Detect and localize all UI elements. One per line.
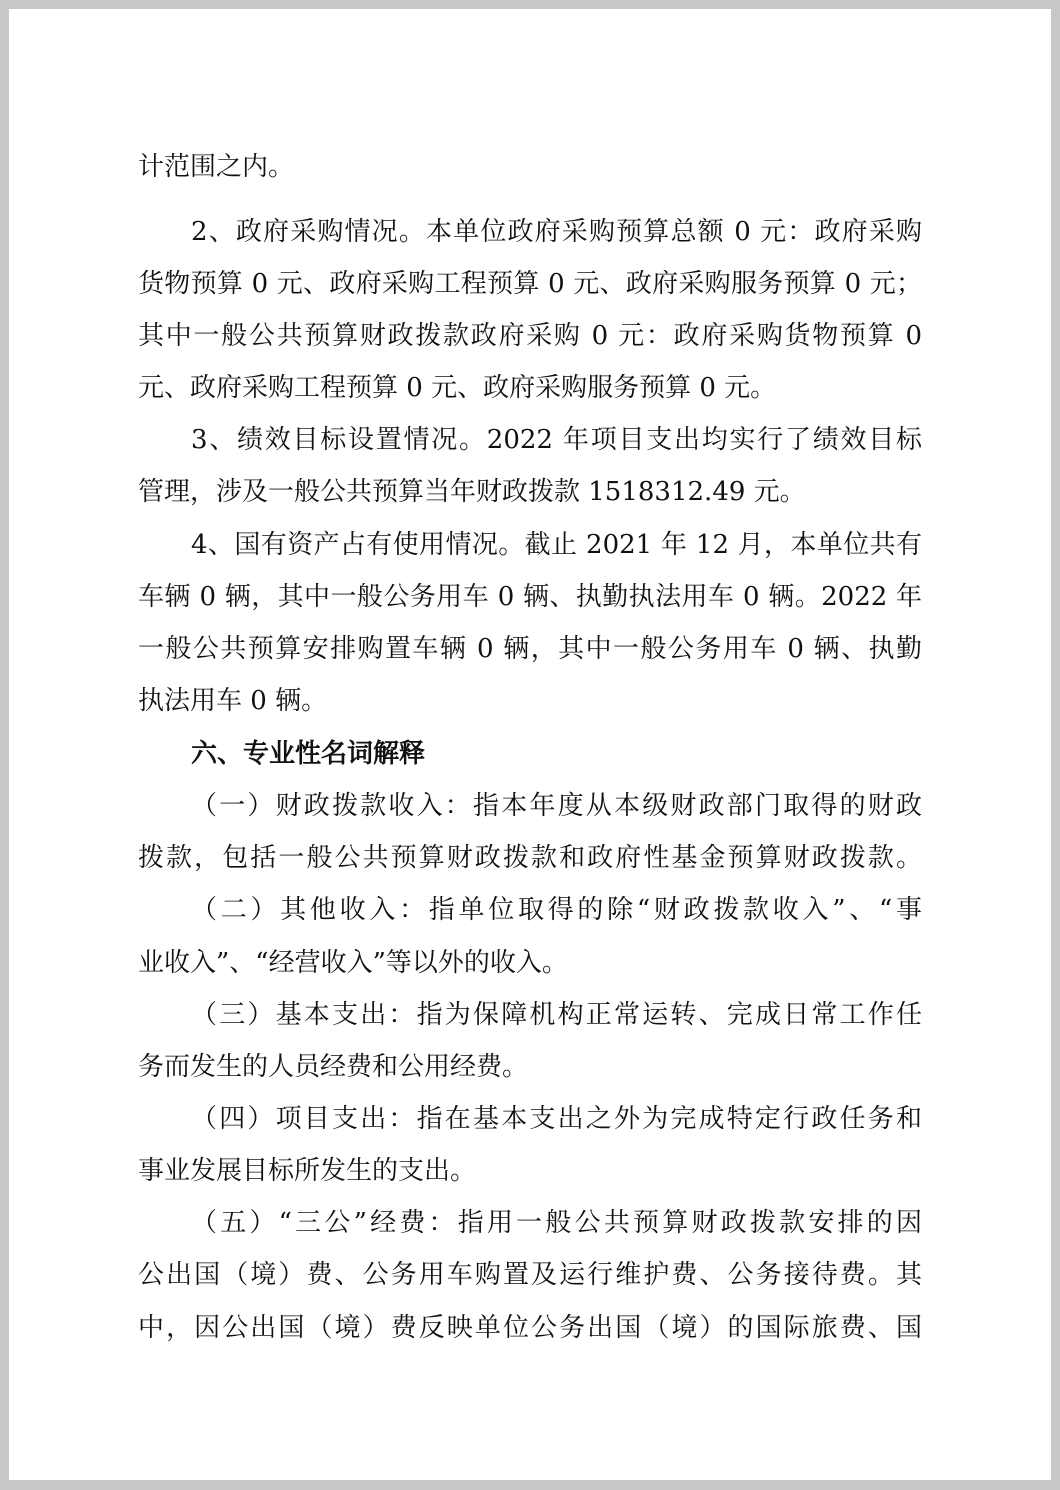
text-line: 2、政府采购情况。本单位政府采购预算总额 0 元：政府采购 [191, 217, 922, 247]
text-line: 务而发生的人员经费和公用经费。 [138, 1052, 529, 1082]
text-line: （四）项目支出：指在基本支出之外为完成特定行政任务和 [191, 1104, 922, 1134]
text-line: 元、政府采购工程预算 0 元、政府采购服务预算 0 元。 [138, 373, 777, 403]
text-line: （三）基本支出：指为保障机构正常运转、完成日常工作任 [191, 1000, 922, 1030]
text-line: 执法用车 0 辆。 [138, 686, 328, 716]
text-line: 车辆 0 辆，其中一般公务用车 0 辆、执勤执法用车 0 辆。2022 年 [138, 582, 922, 612]
text-line: 中，因公出国（境）费反映单位公务出国（境）的国际旅费、国 [138, 1313, 922, 1343]
text-line: 3、绩效目标设置情况。2022 年项目支出均实行了绩效目标 [191, 425, 922, 455]
text-line: （二）其他收入：指单位取得的除“财政拨款收入”、“事 [191, 895, 922, 925]
text-line: 货物预算 0 元、政府采购工程预算 0 元、政府采购服务预算 0 元； [138, 269, 922, 299]
text-line: 其中一般公共预算财政拨款政府采购 0 元：政府采购货物预算 0 [138, 321, 922, 351]
text-line: 业收入”、“经营收入”等以外的收入。 [138, 948, 568, 978]
text-line: 公出国（境）费、公务用车购置及运行维护费、公务接待费。其 [138, 1260, 922, 1290]
text-line: 拨款，包括一般公共预算财政拨款和政府性基金预算财政拨款。 [138, 843, 922, 873]
text-line: 事业发展目标所发生的支出。 [138, 1156, 477, 1186]
text-line: 4、国有资产占有使用情况。截止 2021 年 12 月，本单位共有 [191, 530, 922, 560]
document-page [9, 9, 1051, 1480]
section-heading: 六、专业性名词解释 [191, 739, 426, 769]
text-line: 计范围之内。 [138, 152, 295, 182]
text-line: （五）“三公”经费：指用一般公共预算财政拨款安排的因 [191, 1208, 922, 1238]
text-line: 管理，涉及一般公共预算当年财政拨款 1518312.49 元。 [138, 477, 806, 507]
text-line: （一）财政拨款收入：指本年度从本级财政部门取得的财政 [191, 791, 922, 821]
text-line: 一般公共预算安排购置车辆 0 辆，其中一般公务用车 0 辆、执勤 [138, 634, 922, 664]
